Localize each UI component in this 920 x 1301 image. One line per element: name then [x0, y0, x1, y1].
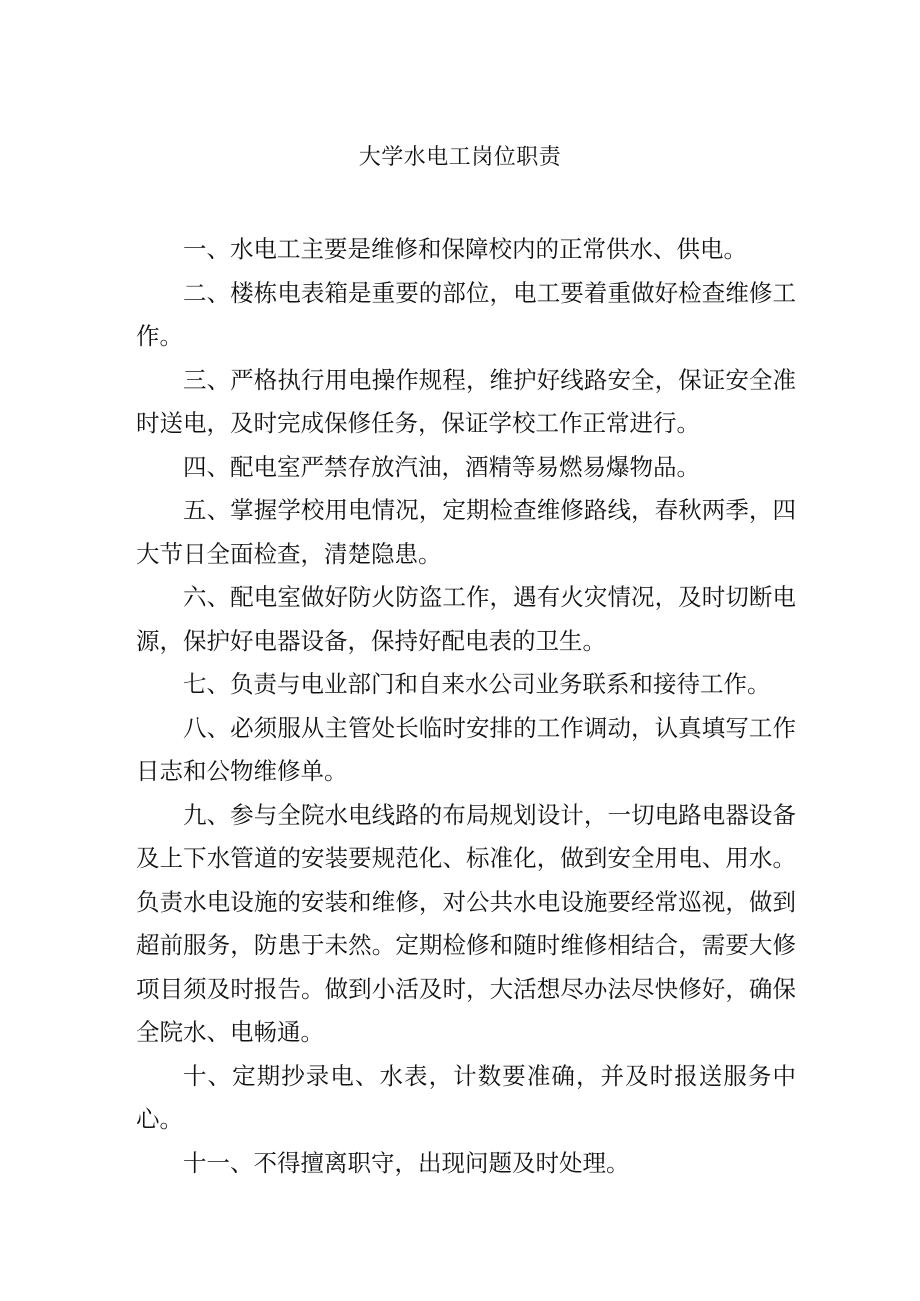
document-body — [136, 228, 796, 1185]
duty-item-10: 十、定期抄录电、水表，计数要准确，并及时报送服务中心。 — [136, 1061, 796, 1133]
duty-item-6: 六、配电室做好防火防盗工作，遇有火灾情况，及时切断电源，保护好电器设备，保持好配电表的卫生。 — [136, 583, 796, 655]
duty-item-3: 三、严格执行用电操作规程，维护好线路安全，保证安全准时送电，及时完成保修任务，保证学校工作正常进行。 — [136, 365, 796, 437]
document-title: 大学水电工岗位职责 — [358, 145, 562, 170]
duty-item-11: 十一、不得擅离职守，出现问题及时处理。 — [183, 1148, 630, 1177]
duty-item-2: 二、楼栋电表箱是重要的部位，电工要着重做好检查维修工作。 — [136, 278, 796, 350]
duty-item-8: 八、必须服从主管处长临时安排的工作调动，认真填写工作日志和公物维修单。 — [136, 713, 796, 785]
duty-item-4: 四、配电室严禁存放汽油，酒精等易燃易爆物品。 — [183, 452, 700, 481]
duty-item-1: 一、水电工主要是维修和保障校内的正常供水、供电。 — [183, 235, 747, 263]
duty-item-5: 五、掌握学校用电情况，定期检查维修路线，春秋两季，四大节日全面检查，清楚隐患。 — [136, 496, 796, 568]
duty-item-7: 七、负责与电业部门和自来水公司业务联系和接待工作。 — [183, 670, 771, 698]
duty-item-9: 九、参与全院水电线路的布局规划设计，一切电路电器设备及上下水管道的安装要规范化、标准化，做到安全用电、用水。负责水电设施的安装和维修，对公共水电设施要经常巡视，做到超前服务，防患于未然。定期检修和随时维修相结合，需要大修项目须及时报告。做到小活及时，大活想尽办法尽快修好，确保全院水、电畅通。 — [136, 800, 796, 1046]
